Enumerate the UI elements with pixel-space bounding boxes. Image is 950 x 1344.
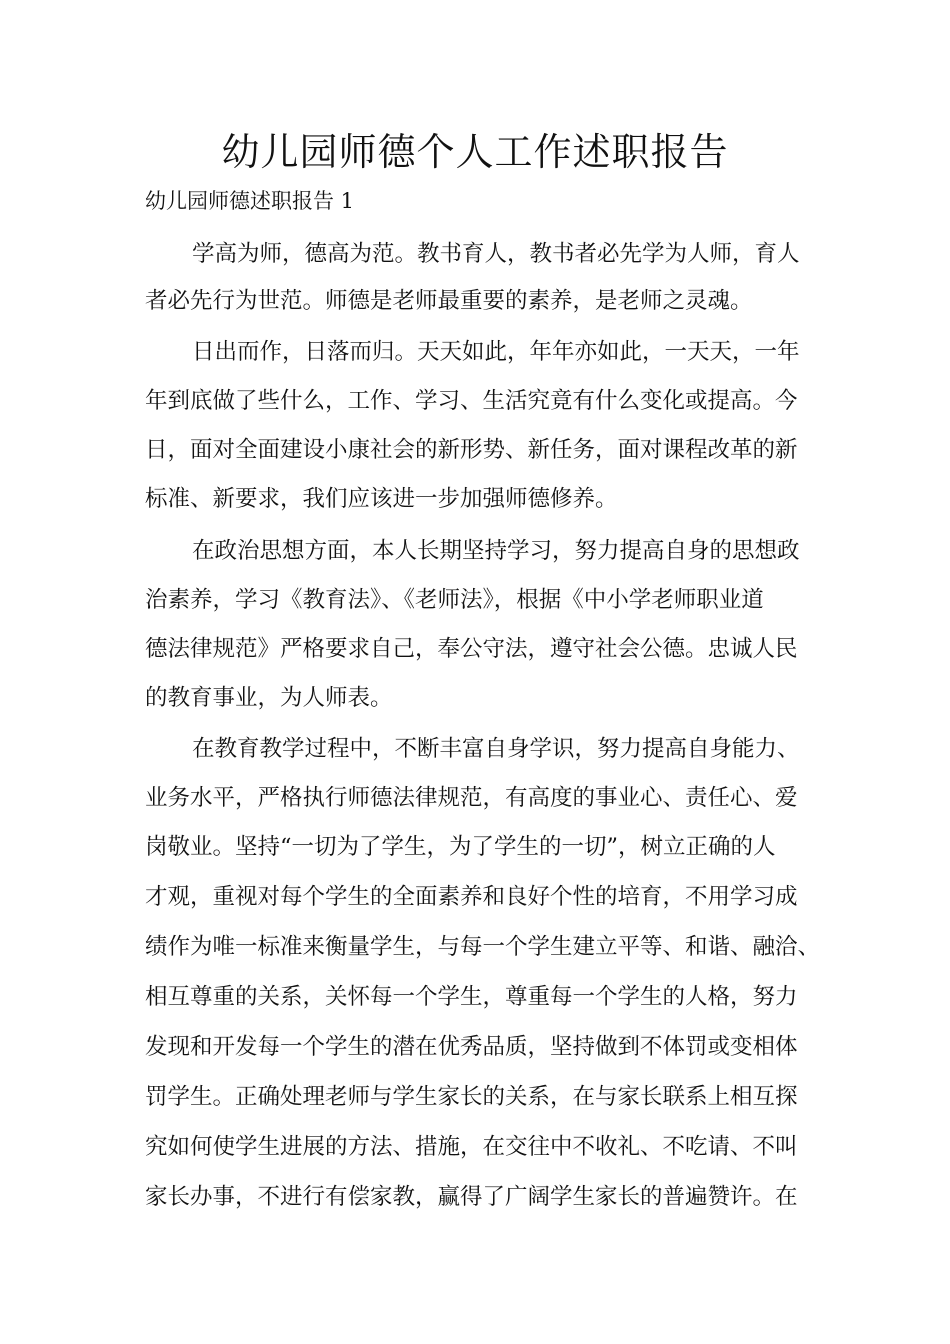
paragraph-line: 日出而作，日落而归。天天如此，年年亦如此，一天天，一年 — [192, 339, 800, 365]
paragraph-line: 岗敬业。坚持“一切为了学生，为了学生的一切”，树立正确的人 — [145, 834, 776, 860]
paragraph-line: 德法律规范》严格要求自己，奉公守法，遵守社会公德。忠诚人民 — [145, 636, 798, 662]
paragraph-line: 业务水平，严格执行师德法律规范，有高度的事业心、责任心、爱 — [145, 785, 798, 811]
paragraph-line: 在教育教学过程中，不断丰富自身学识，努力提高自身能力、 — [192, 736, 800, 762]
paragraph-line: 治素养，学习《教育法》、《老师法》，根据《中小学老师职业道 — [145, 587, 764, 613]
paragraph-line: 家长办事，不进行有偿家教，赢得了广阔学生家长的普遍赞许。在 — [145, 1184, 798, 1210]
paragraph-line: 的教育事业，为人师表。 — [145, 685, 393, 711]
paragraph-line: 学高为师，德高为范。教书育人，教书者必先学为人师，育人 — [192, 241, 800, 267]
paragraph-line: 标准、新要求，我们应该进一步加强师德修养。 — [145, 486, 618, 512]
document-subtitle: 幼儿园师德述职报告 1 — [145, 189, 355, 213]
paragraph-line: 绩作为唯一标准来衡量学生，与每一个学生建立平等、和谐、融洽、 — [145, 934, 821, 960]
paragraph-line: 发现和开发每一个学生的潜在优秀品质，坚持做到不体罚或变相体 — [145, 1034, 798, 1060]
paragraph-line: 才观，重视对每个学生的全面素养和良好个性的培育，不用学习成 — [145, 884, 798, 910]
paragraph-line: 在政治思想方面，本人长期坚持学习，努力提高自身的思想政 — [192, 538, 800, 564]
paragraph-line: 相互尊重的关系，关怀每一个学生，尊重每一个学生的人格，努力 — [145, 984, 798, 1010]
document-title: 幼儿园师德个人工作述职报告 — [221, 130, 729, 174]
paragraph-line: 者必先行为世范。师德是老师最重要的素养，是老师之灵魂。 — [145, 288, 753, 314]
paragraph-line: 日，面对全面建设小康社会的新形势、新任务，面对课程改革的新 — [145, 437, 798, 463]
paragraph-line: 究如何使学生进展的方法、措施，在交往中不收礼、不吃请、不叫 — [145, 1134, 798, 1160]
paragraph-line: 年到底做了些什么，工作、学习、生活究竟有什么变化或提高。今 — [145, 388, 798, 414]
paragraph-line: 罚学生。正确处理老师与学生家长的关系，在与家长联系上相互探 — [145, 1084, 798, 1110]
